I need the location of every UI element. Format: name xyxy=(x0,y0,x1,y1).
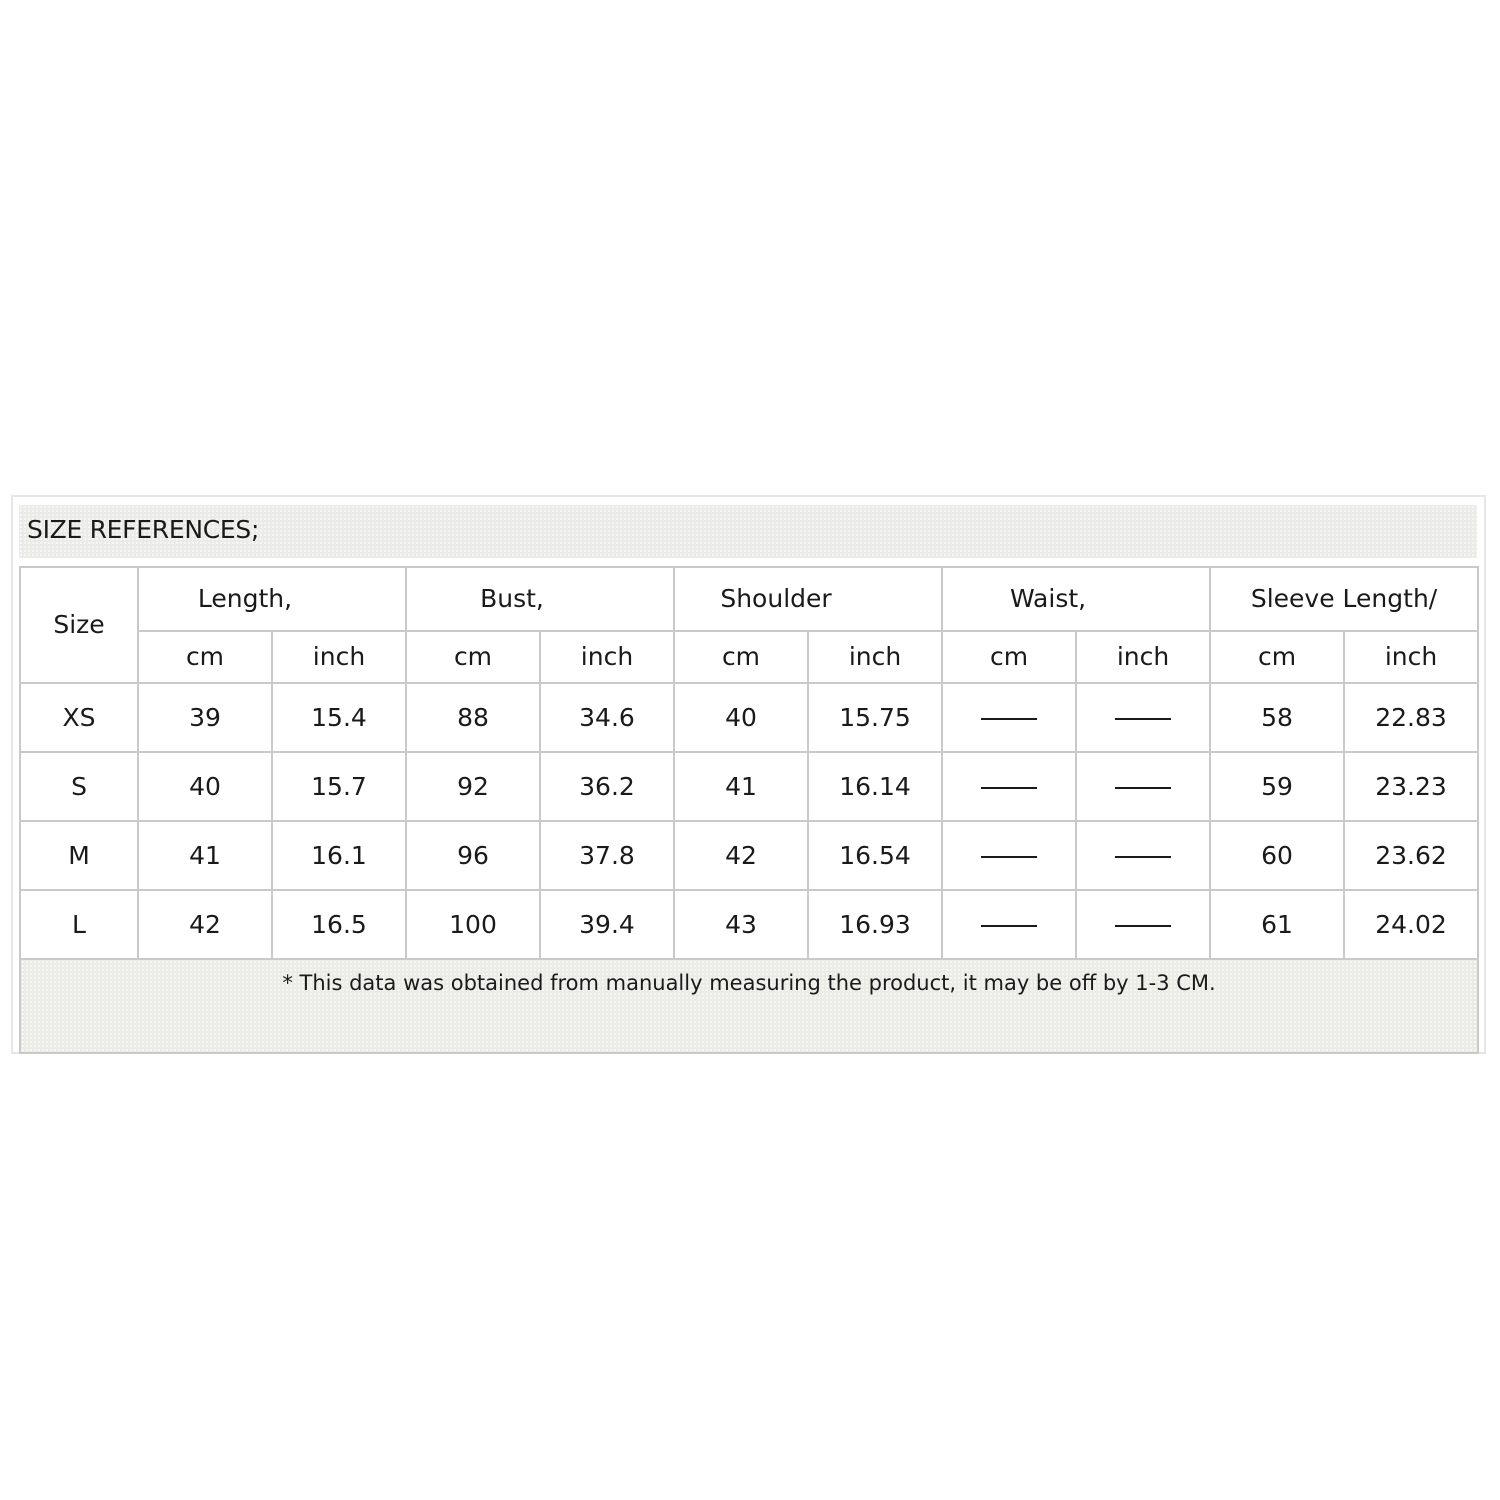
bust-inch-cell: 34.6 xyxy=(540,683,674,752)
sleeve-inch-cell: 22.83 xyxy=(1344,683,1478,752)
empty-value-dash xyxy=(1115,925,1171,927)
waist-group-header: Waist, xyxy=(942,567,1210,631)
length-inch-cell: 16.1 xyxy=(272,821,406,890)
shoulder-cm-cell: 42 xyxy=(674,821,808,890)
bust-cm-cell: 88 xyxy=(406,683,540,752)
unit-inch: inch xyxy=(540,631,674,683)
group-header-row xyxy=(20,567,1478,631)
waist-cm-cell xyxy=(942,821,1076,890)
waist-inch-cell xyxy=(1076,821,1210,890)
size-table xyxy=(19,566,1479,1054)
waist-inch-cell xyxy=(1076,890,1210,959)
empty-value-dash xyxy=(981,718,1037,720)
unit-cm: cm xyxy=(1210,631,1344,683)
shoulder-cm-cell: 41 xyxy=(674,752,808,821)
shoulder-cm-cell: 43 xyxy=(674,890,808,959)
unit-cm: cm xyxy=(942,631,1076,683)
bust-inch-cell: 39.4 xyxy=(540,890,674,959)
bust-cm-cell: 92 xyxy=(406,752,540,821)
size-cell: M xyxy=(20,821,138,890)
bust-inch-cell: 37.8 xyxy=(540,821,674,890)
unit-header-row xyxy=(20,631,1478,683)
size-cell: S xyxy=(20,752,138,821)
empty-value-dash xyxy=(1115,787,1171,789)
sleeve-cm-cell: 60 xyxy=(1210,821,1344,890)
sleeve-cm-cell: 59 xyxy=(1210,752,1344,821)
sleeve-inch-cell: 24.02 xyxy=(1344,890,1478,959)
bust-cm-cell: 96 xyxy=(406,821,540,890)
length-group-header: Length, xyxy=(138,567,406,631)
bust-inch-cell: 36.2 xyxy=(540,752,674,821)
size-column-header: Size xyxy=(20,567,138,683)
bust-cm-cell: 100 xyxy=(406,890,540,959)
sleeve-cm-cell: 58 xyxy=(1210,683,1344,752)
length-cm-cell: 39 xyxy=(138,683,272,752)
waist-cm-cell xyxy=(942,752,1076,821)
unit-cm: cm xyxy=(406,631,540,683)
length-cm-cell: 40 xyxy=(138,752,272,821)
shoulder-inch-cell: 16.93 xyxy=(808,890,942,959)
footnote-row xyxy=(20,959,1478,1053)
title-bar xyxy=(19,505,1477,558)
size-cell: L xyxy=(20,890,138,959)
shoulder-group-header: Shoulder xyxy=(674,567,942,631)
unit-inch: inch xyxy=(272,631,406,683)
shoulder-inch-cell: 16.14 xyxy=(808,752,942,821)
bust-group-header: Bust, xyxy=(406,567,674,631)
table-row xyxy=(20,752,1478,821)
waist-cm-cell xyxy=(942,683,1076,752)
table-row xyxy=(20,821,1478,890)
shoulder-inch-cell: 16.54 xyxy=(808,821,942,890)
waist-cm-cell xyxy=(942,890,1076,959)
length-cm-cell: 42 xyxy=(138,890,272,959)
shoulder-inch-cell: 15.75 xyxy=(808,683,942,752)
length-inch-cell: 15.4 xyxy=(272,683,406,752)
unit-inch: inch xyxy=(1076,631,1210,683)
sleeve-inch-cell: 23.23 xyxy=(1344,752,1478,821)
length-cm-cell: 41 xyxy=(138,821,272,890)
length-inch-cell: 15.7 xyxy=(272,752,406,821)
length-inch-cell: 16.5 xyxy=(272,890,406,959)
unit-cm: cm xyxy=(674,631,808,683)
measurement-footnote: * This data was obtained from manually measuring the product, it may be off by 1-3 CM. xyxy=(20,959,1478,1053)
sleeve-cm-cell: 61 xyxy=(1210,890,1344,959)
waist-inch-cell xyxy=(1076,752,1210,821)
empty-value-dash xyxy=(1115,856,1171,858)
size-cell: XS xyxy=(20,683,138,752)
sleeve-length-group-header: Sleeve Length/ xyxy=(1210,567,1478,631)
waist-inch-cell xyxy=(1076,683,1210,752)
table-row xyxy=(20,890,1478,959)
unit-inch: inch xyxy=(808,631,942,683)
unit-inch: inch xyxy=(1344,631,1478,683)
empty-value-dash xyxy=(1115,718,1171,720)
size-chart-title: SIZE REFERENCES; xyxy=(27,515,260,544)
shoulder-cm-cell: 40 xyxy=(674,683,808,752)
table-row xyxy=(20,683,1478,752)
unit-cm: cm xyxy=(138,631,272,683)
empty-value-dash xyxy=(981,856,1037,858)
sleeve-inch-cell: 23.62 xyxy=(1344,821,1478,890)
empty-value-dash xyxy=(981,787,1037,789)
empty-value-dash xyxy=(981,925,1037,927)
